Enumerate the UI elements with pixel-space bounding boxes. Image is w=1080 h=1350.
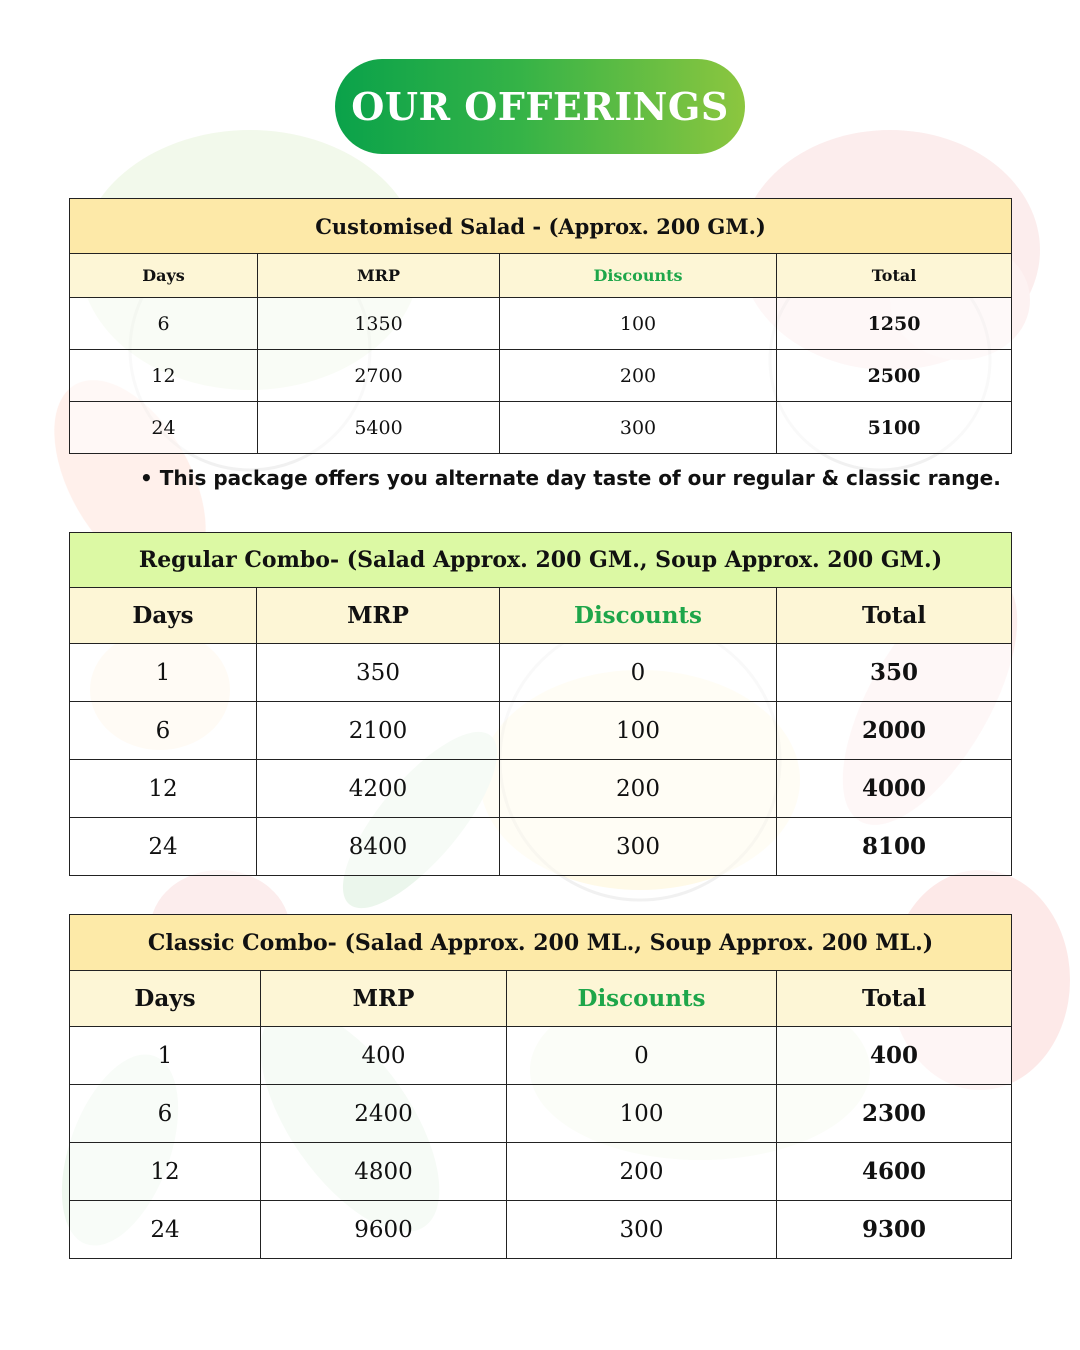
cell-discount: 0 — [507, 1027, 777, 1085]
cell-total: 350 — [777, 644, 1012, 702]
cell-mrp: 9600 — [261, 1201, 507, 1259]
cell-total: 4000 — [777, 760, 1012, 818]
cell-mrp: 2700 — [258, 350, 500, 402]
column-header-total: Total — [777, 971, 1012, 1027]
cell-discount: 100 — [507, 1085, 777, 1143]
cell-mrp: 1350 — [258, 298, 500, 350]
table-caption: Customised Salad - (Approx. 200 GM.) — [70, 199, 1012, 254]
cell-discount: 100 — [500, 702, 777, 760]
table-caption: Regular Combo- (Salad Approx. 200 GM., Soup Approx. 200 GM.) — [70, 533, 1012, 588]
cell-total: 1250 — [777, 298, 1012, 350]
cell-days: 1 — [70, 1027, 261, 1085]
cell-total: 2000 — [777, 702, 1012, 760]
cell-discount: 300 — [500, 402, 777, 454]
cell-mrp: 2100 — [257, 702, 500, 760]
table-row — [70, 1143, 1012, 1201]
cell-discount: 300 — [507, 1201, 777, 1259]
cell-mrp: 2400 — [261, 1085, 507, 1143]
cell-discount: 100 — [500, 298, 777, 350]
table-row — [70, 702, 1012, 760]
table-row — [70, 1201, 1012, 1259]
column-header-days: Days — [70, 254, 258, 298]
cell-total: 400 — [777, 1027, 1012, 1085]
cell-mrp: 400 — [261, 1027, 507, 1085]
cell-total: 5100 — [777, 402, 1012, 454]
cell-days: 12 — [70, 760, 257, 818]
column-header-days: Days — [70, 588, 257, 644]
table-row — [70, 644, 1012, 702]
table-row — [70, 350, 1012, 402]
cell-days: 6 — [70, 1085, 261, 1143]
table-caption: Classic Combo- (Salad Approx. 200 ML., Soup Approx. 200 ML.) — [70, 915, 1012, 971]
customised-salad-table — [69, 198, 1012, 454]
cell-total: 2500 — [777, 350, 1012, 402]
column-header-total: Total — [777, 254, 1012, 298]
cell-days: 6 — [70, 702, 257, 760]
cell-mrp: 350 — [257, 644, 500, 702]
cell-days: 12 — [70, 350, 258, 402]
cell-mrp: 4800 — [261, 1143, 507, 1201]
column-header-mrp: MRP — [257, 588, 500, 644]
cell-total: 8100 — [777, 818, 1012, 876]
column-header-total: Total — [777, 588, 1012, 644]
cell-discount: 200 — [500, 760, 777, 818]
table-row — [70, 1027, 1012, 1085]
package-note: • This package offers you alternate day taste of our regular & classic range. — [140, 466, 1001, 490]
column-header-discounts: Discounts — [500, 588, 777, 644]
cell-mrp: 5400 — [258, 402, 500, 454]
column-header-discounts: Discounts — [500, 254, 777, 298]
column-header-discounts: Discounts — [507, 971, 777, 1027]
cell-discount: 0 — [500, 644, 777, 702]
table-row — [70, 760, 1012, 818]
column-header-mrp: MRP — [258, 254, 500, 298]
cell-days: 6 — [70, 298, 258, 350]
classic-combo-table — [69, 914, 1012, 1259]
cell-days: 1 — [70, 644, 257, 702]
cell-discount: 200 — [507, 1143, 777, 1201]
cell-total: 2300 — [777, 1085, 1012, 1143]
cell-days: 24 — [70, 1201, 261, 1259]
cell-days: 24 — [70, 402, 258, 454]
table-row — [70, 818, 1012, 876]
cell-mrp: 4200 — [257, 760, 500, 818]
cell-discount: 200 — [500, 350, 777, 402]
column-header-mrp: MRP — [261, 971, 507, 1027]
cell-days: 12 — [70, 1143, 261, 1201]
cell-discount: 300 — [500, 818, 777, 876]
column-header-days: Days — [70, 971, 261, 1027]
table-row — [70, 402, 1012, 454]
cell-total: 4600 — [777, 1143, 1012, 1201]
table-row — [70, 298, 1012, 350]
cell-total: 9300 — [777, 1201, 1012, 1259]
table-row — [70, 1085, 1012, 1143]
cell-mrp: 8400 — [257, 818, 500, 876]
page-title: OUR OFFERINGS — [335, 59, 745, 154]
regular-combo-table — [69, 532, 1012, 876]
cell-days: 24 — [70, 818, 257, 876]
